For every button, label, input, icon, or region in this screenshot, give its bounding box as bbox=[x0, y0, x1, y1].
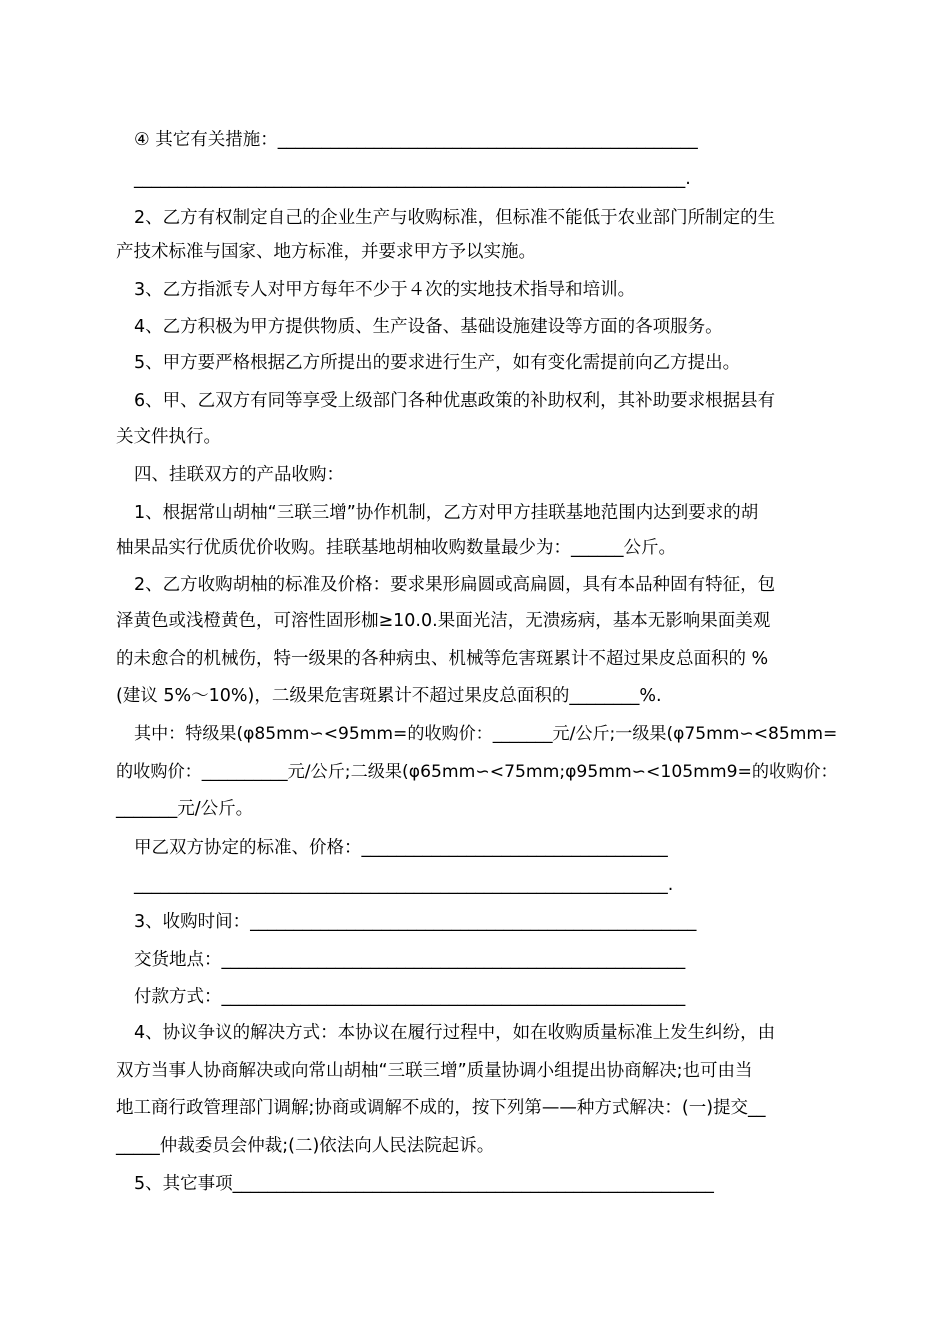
text-line: _____________________________________________________________. bbox=[134, 875, 674, 895]
text-line: 3、乙方指派专人对甲方每年不少于４次的实地技术指导和培训。 bbox=[134, 280, 636, 300]
text-line: 双方当事人协商解决或向常山胡柚“三联三增”质量协调小组提出协商解决;也可由当 bbox=[116, 1061, 753, 1081]
text-line: _____仲裁委员会仲裁;(二)依法向人民法院起诉。 bbox=[116, 1136, 495, 1156]
text-line: 3、收购时间：___________________________________________________ bbox=[134, 912, 697, 932]
text-line: 甲乙双方协定的标准、价格：___________________________________ bbox=[134, 838, 668, 858]
text-line: 6、甲、乙双方有同等享受上级部门各种优惠政策的补助权利，其补助要求根据县有 bbox=[134, 391, 776, 411]
section-heading: 四、挂联双方的产品收购： bbox=[134, 465, 344, 485]
text-line: 地工商行政管理部门调解;协商或调解不成的，按下列第——种方式解决：(一)提交__ bbox=[116, 1098, 766, 1118]
text-line: 5、甲方要严格根据乙方所提出的要求进行生产，如有变化需提前向乙方提出。 bbox=[134, 353, 741, 373]
text-line: 其中：特级果(φ85mm∽<95mm=的收购价：_______元/公斤;一级果(φ75mm∽<85mm= bbox=[134, 724, 838, 744]
text-line: (建议 5%～10%)，二级果危害斑累计不超过果皮总面积的________%. bbox=[116, 686, 662, 706]
text-line: 关文件执行。 bbox=[116, 427, 221, 447]
text-line: 4、乙方积极为甲方提供物质、生产设备、基础设施建设等方面的各项服务。 bbox=[134, 317, 723, 337]
text-line: 2、乙方有权制定自己的企业生产与收购标准，但标准不能低于农业部门所制定的生 bbox=[134, 208, 776, 228]
text-line: 柚果品实行优质优价收购。挂联基地胡柚收购数量最少为：______公斤。 bbox=[116, 538, 676, 558]
text-line: _______________________________________________________________. bbox=[134, 169, 691, 189]
text-line: 1、根据常山胡柚“三联三增”协作机制，乙方对甲方挂联基地范围内达到要求的胡 bbox=[134, 503, 759, 523]
text-line: 的收购价：__________元/公斤;二级果(φ65mm∽<75mm;φ95mm∽<105mm9=的收购价： bbox=[116, 762, 838, 782]
text-line: 4、协议争议的解决方式：本协议在履行过程中，如在收购质量标准上发生纠纷，由 bbox=[134, 1023, 776, 1043]
text-line: 付款方式：_____________________________________________________ bbox=[134, 987, 686, 1007]
text-line: 交货地点：_____________________________________________________ bbox=[134, 950, 686, 970]
text-line: 的未愈合的机械伤，特一级果的各种病虫、机械等危害斑累计不超过果皮总面积的 % bbox=[116, 649, 769, 669]
text-line: 2、乙方收购胡柚的标准及价格：要求果形扁圆或高扁圆，具有本品种固有特征，包 bbox=[134, 575, 776, 595]
text-line: 泽黄色或浅橙黄色，可溶性固形枷≥10.0.果面光洁，无溃疡病，基本无影响果面美观 bbox=[116, 611, 771, 631]
text-line: ④ 其它有关措施：________________________________________________ bbox=[134, 130, 698, 150]
text-line: 产技术标准与国家、地方标准，并要求甲方予以实施。 bbox=[116, 242, 536, 262]
text-line: 5、其它事项_______________________________________________________ bbox=[134, 1174, 714, 1194]
text-line: _______元/公斤。 bbox=[116, 799, 254, 819]
